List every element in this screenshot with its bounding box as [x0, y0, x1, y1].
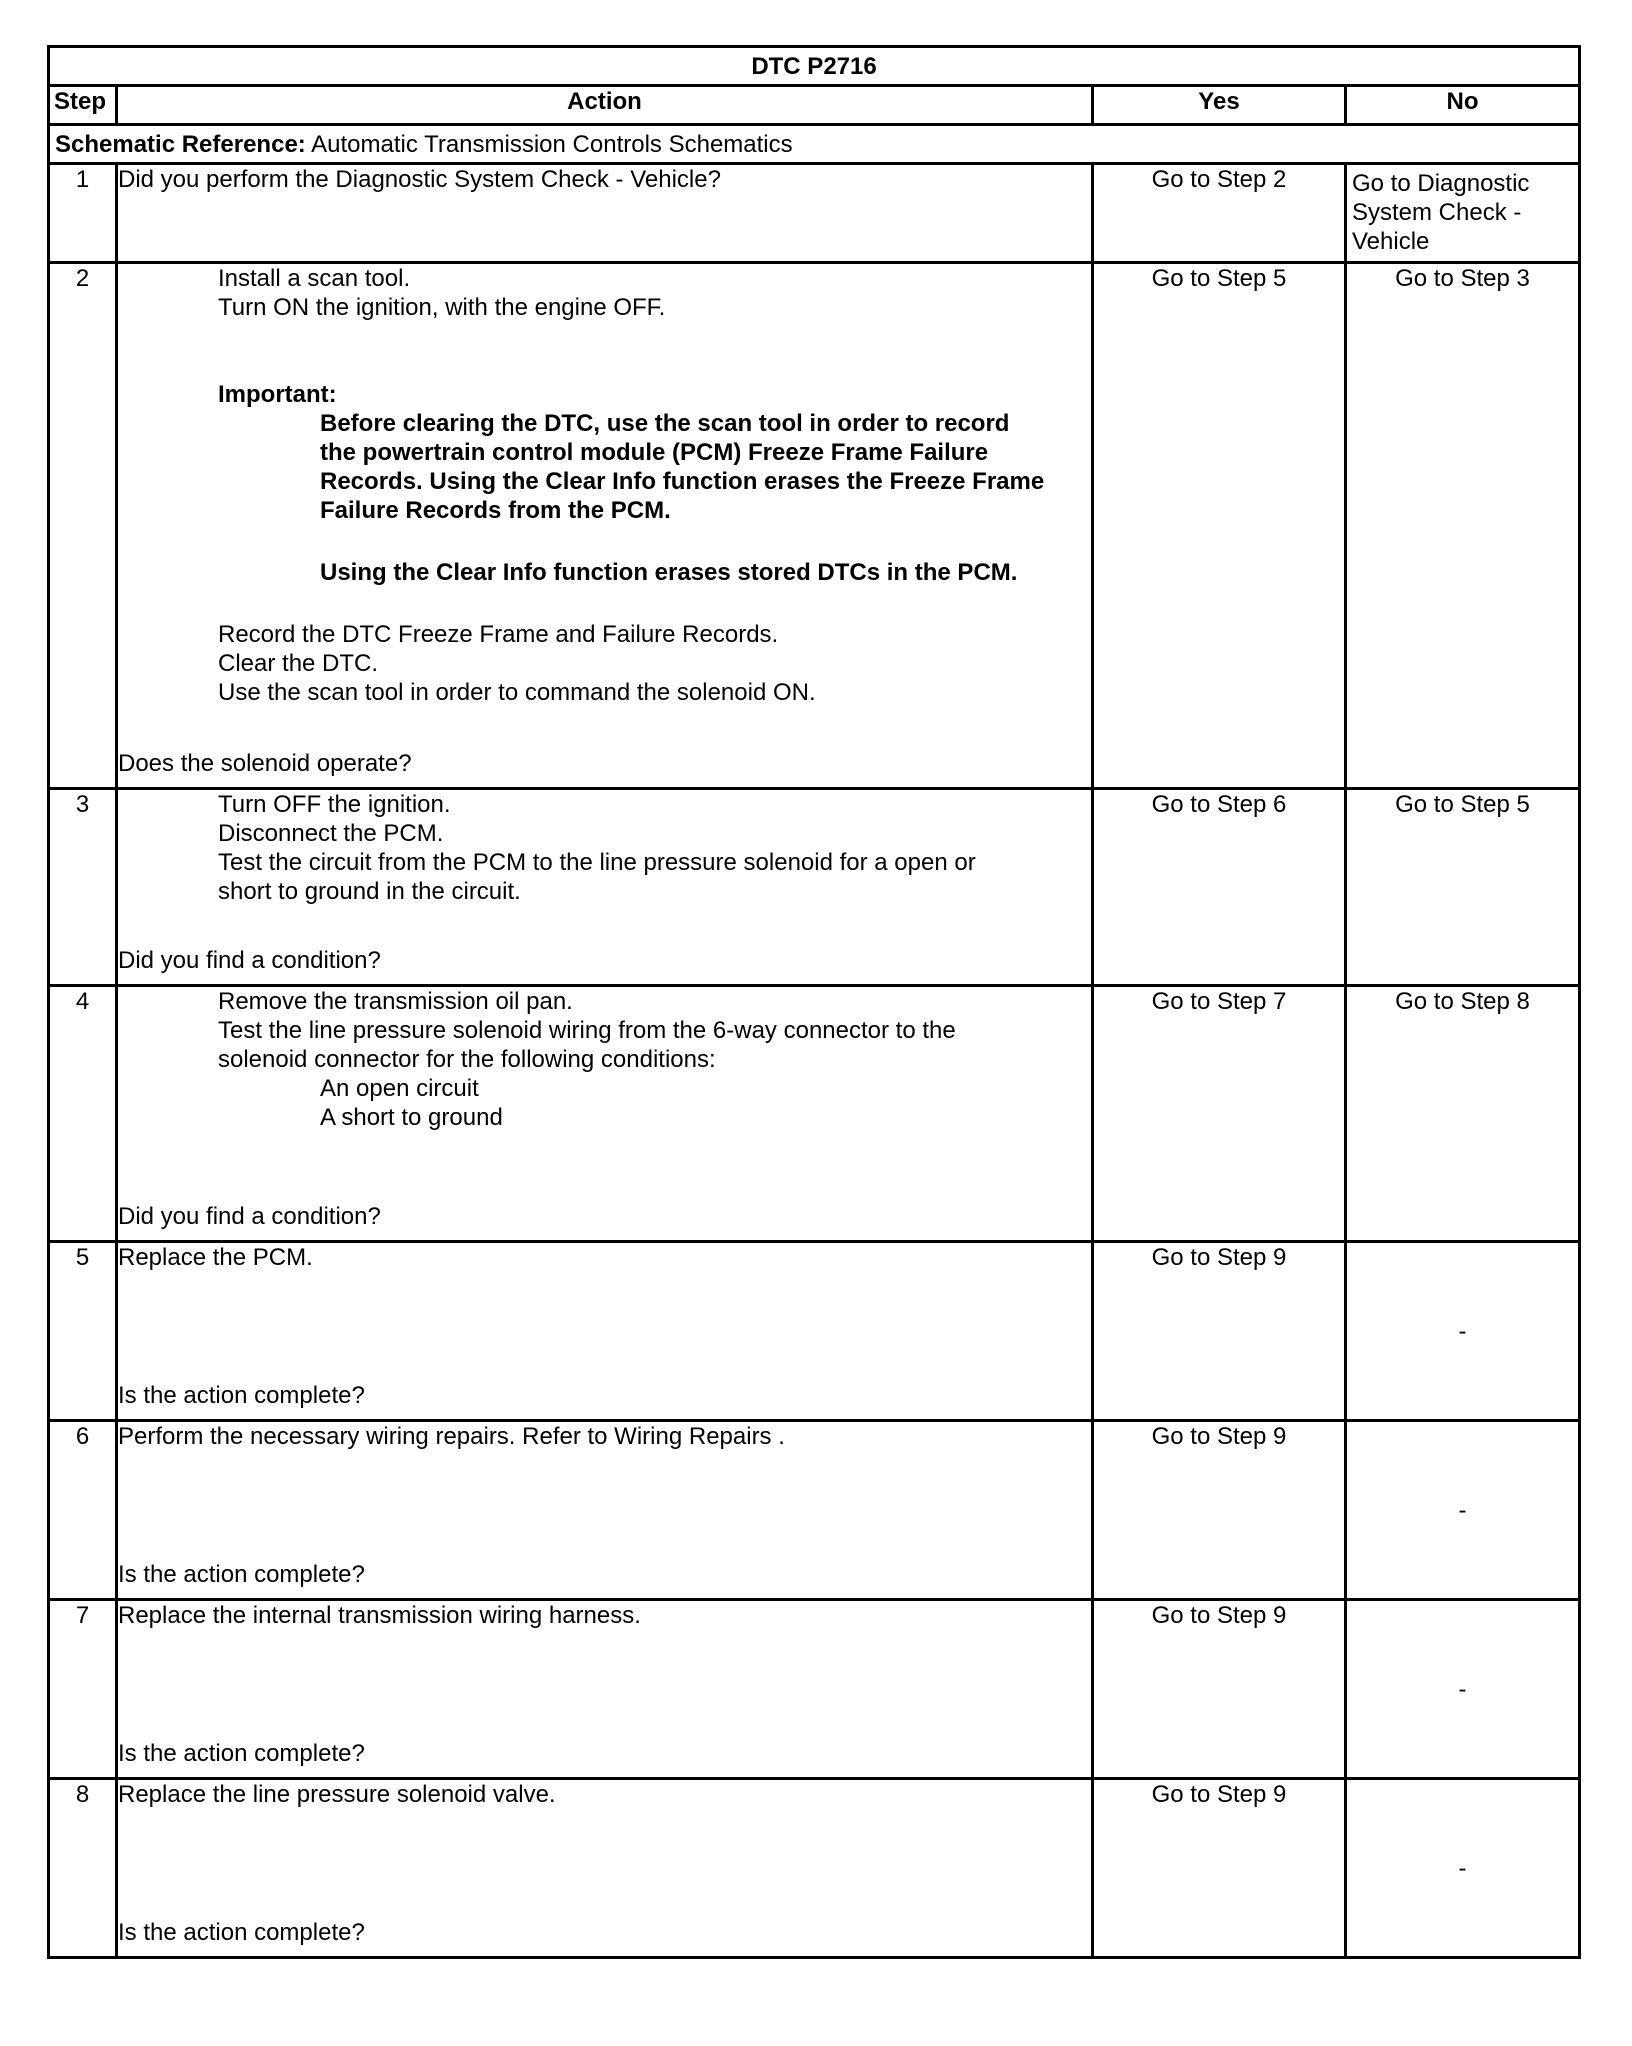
action-line: Clear the DTC. — [218, 650, 379, 677]
step-number: 6 — [49, 1421, 117, 1600]
yes-result: Go to Step 6 — [1093, 789, 1346, 986]
action-line: Install a scan tool. — [218, 265, 411, 292]
important-label: Important: — [218, 381, 337, 408]
step-action — [117, 1600, 1093, 1779]
header-yes: Yes — [1093, 86, 1346, 125]
no-result: Go to Step 3 — [1346, 263, 1580, 789]
step-action — [117, 789, 1093, 986]
table-row — [49, 789, 1580, 986]
yes-result: Go to Step 9 — [1093, 1421, 1346, 1600]
schematic-label: Schematic Reference: — [55, 130, 306, 158]
yes-result: Go to Step 2 — [1093, 164, 1346, 263]
yes-result: Go to Step 9 — [1093, 1242, 1346, 1421]
table-row — [49, 1779, 1580, 1958]
no-result: - — [1346, 1600, 1580, 1779]
action-line: short to ground in the circuit. — [218, 878, 521, 905]
step-number: 5 — [49, 1242, 117, 1421]
action-line: Replace the PCM. — [118, 1244, 313, 1271]
table-row — [49, 164, 1580, 263]
header-step: Step — [49, 86, 117, 125]
no-line: System Check - — [1352, 199, 1522, 226]
action-line: Replace the internal transmission wiring harness. — [118, 1602, 641, 1629]
dtc-table — [47, 45, 1581, 1959]
action-line: Replace the line pressure solenoid valve. — [118, 1781, 556, 1808]
table-row — [49, 1242, 1580, 1421]
header-no: No — [1346, 86, 1580, 125]
step-action — [117, 164, 1093, 263]
action-line: Test the circuit from the PCM to the line pressure solenoid for a open or — [218, 849, 976, 876]
step-action — [117, 986, 1093, 1242]
important-line: Failure Records from the PCM. — [320, 497, 671, 524]
action-line: Turn ON the ignition, with the engine OFF. — [218, 294, 666, 321]
step-question: Is the action complete? — [118, 1382, 365, 1409]
schematic-reference — [49, 125, 1580, 164]
table-row — [49, 1600, 1580, 1779]
step-action — [117, 1421, 1093, 1600]
no-result: - — [1346, 1242, 1580, 1421]
action-line: Turn OFF the ignition. — [218, 791, 451, 818]
no-result: Go to Step 5 — [1346, 789, 1580, 986]
no-result — [1346, 164, 1580, 263]
step-number: 4 — [49, 986, 117, 1242]
no-result: Go to Step 8 — [1346, 986, 1580, 1242]
step-number: 1 — [49, 164, 117, 263]
step-question: Did you find a condition? — [118, 1203, 381, 1230]
step-number: 3 — [49, 789, 117, 986]
action-line: Perform the necessary wiring repairs. Refer to Wiring Repairs . — [118, 1423, 785, 1450]
action-line: Remove the transmission oil pan. — [218, 988, 573, 1015]
step-number: 7 — [49, 1600, 117, 1779]
no-line: Vehicle — [1352, 228, 1430, 255]
yes-result: Go to Step 9 — [1093, 1779, 1346, 1958]
step-question: Is the action complete? — [118, 1561, 365, 1588]
no-result: - — [1346, 1421, 1580, 1600]
condition-line: An open circuit — [320, 1075, 479, 1102]
header-action: Action — [117, 86, 1093, 125]
yes-result: Go to Step 9 — [1093, 1600, 1346, 1779]
condition-line: A short to ground — [320, 1104, 503, 1131]
table-row — [49, 263, 1580, 789]
no-result: - — [1346, 1779, 1580, 1958]
step-number: 2 — [49, 263, 117, 789]
action-line: Record the DTC Freeze Frame and Failure Records. — [218, 621, 779, 648]
step-number: 8 — [49, 1779, 117, 1958]
step-question: Did you find a condition? — [118, 947, 381, 974]
important-line: the powertrain control module (PCM) Freeze Frame Failure — [320, 439, 989, 466]
yes-result: Go to Step 7 — [1093, 986, 1346, 1242]
step-question: Is the action complete? — [118, 1919, 365, 1946]
table-row — [49, 1421, 1580, 1600]
action-line: Disconnect the PCM. — [218, 820, 444, 847]
important-line: Before clearing the DTC, use the scan tool in order to record — [320, 410, 1010, 437]
important-line: Using the Clear Info function erases stored DTCs in the PCM. — [320, 559, 1018, 586]
yes-result: Go to Step 5 — [1093, 263, 1346, 789]
table-title: DTC P2716 — [49, 47, 1580, 86]
step-action — [117, 1779, 1093, 1958]
step-question: Did you perform the Diagnostic System Check - Vehicle? — [118, 166, 721, 193]
action-line: Use the scan tool in order to command the solenoid ON. — [218, 679, 816, 706]
important-line: Records. Using the Clear Info function erases the Freeze Frame — [320, 468, 1045, 495]
step-action — [117, 1242, 1093, 1421]
no-line: Go to Diagnostic — [1352, 170, 1530, 197]
schematic-link-text: Automatic Transmission Controls Schematics — [305, 130, 793, 158]
table-row — [49, 986, 1580, 1242]
step-action — [117, 263, 1093, 789]
step-question: Is the action complete? — [118, 1740, 365, 1767]
action-line: Test the line pressure solenoid wiring from the 6-way connector to the — [218, 1017, 956, 1044]
header-row — [49, 86, 1580, 125]
action-line: solenoid connector for the following conditions: — [218, 1046, 716, 1073]
step-question: Does the solenoid operate? — [118, 750, 412, 777]
